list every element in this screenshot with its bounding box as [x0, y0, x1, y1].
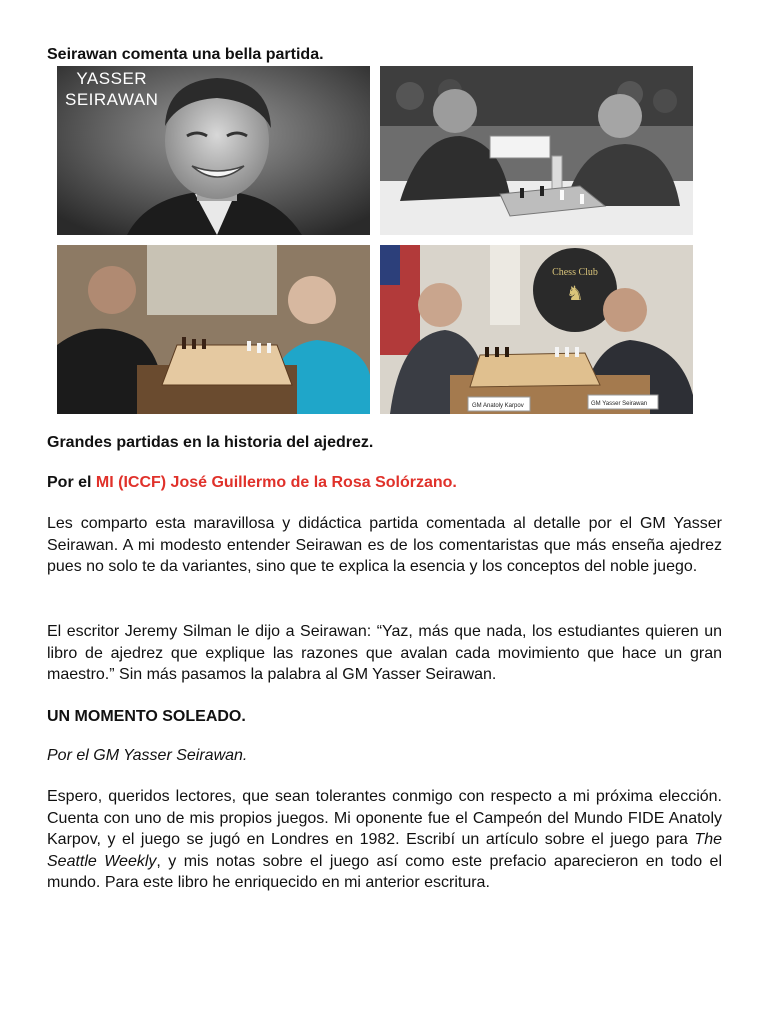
author-prefix: Por el	[47, 474, 96, 491]
portrait-photo	[57, 66, 370, 235]
silman-paragraph: El escritor Jeremy Silman le dijo a Seirawan: “Yaz, más que nada, los estudiantes quieren un libro de ajedrez que explique las razones que avalan cada movimiento que hace un gran maestro.” Sin más pasamos la palabra al GM Yasser Seirawan.	[47, 623, 722, 683]
author-line	[47, 472, 722, 494]
nameplate-seirawan: GM Yasser Seirawan	[591, 401, 648, 407]
page-heading: Seirawan comenta una bella partida.	[47, 46, 324, 63]
intro-paragraph: Les comparto esta maravillosa y didáctica partida comentada al detalle por el GM Yasser Seirawan. A mi modesto entender Seirawan es de los comentaristas que más enseña ajedrez pues no solo te da variantes, sino que te explica la esencia y los conceptos del noble juego.	[47, 515, 722, 575]
espero-text-2: , y mis notas sobre el juego así como este prefacio aparecieron en todo el mundo. Para este libro he enriquecido en mi anterior escritura.	[47, 852, 722, 891]
historic-game-photo	[380, 66, 693, 235]
espero-text-1: Espero, queridos lectores, que sean tolerantes conmigo con respecto a mi próxima elección. Cuenta con uno de mis propios juegos. Mi oponente fue el Campeón del Mundo FIDE Anatoly Karpov, y el juego se jugó en Londres en 1982. Escribí un artículo sobre el juego para	[47, 788, 722, 848]
caption-line-1: YASSER	[76, 69, 148, 88]
nameplate-karpov: GM Anatoly Karpov	[472, 403, 524, 409]
chess-club-match-photo	[380, 245, 693, 414]
photo-caption	[65, 68, 158, 110]
blitz-game-photo	[57, 245, 370, 414]
author-name: MI (ICCF) José Guillermo de la Rosa Solórzano.	[95, 474, 457, 491]
section-title: Grandes partidas en la historia del ajedrez.	[47, 434, 374, 451]
chess-club-sign: Chess Club	[552, 267, 598, 278]
caption-line-2: SEIRAWAN	[65, 90, 159, 109]
espero-paragraph	[47, 786, 722, 894]
article-subtitle: UN MOMENTO SOLEADO.	[47, 708, 246, 725]
svg-text:♞: ♞	[566, 283, 584, 305]
publication-name: The Seattle Weekly	[47, 831, 722, 870]
article-byline: Por el GM Yasser Seirawan.	[47, 747, 248, 764]
